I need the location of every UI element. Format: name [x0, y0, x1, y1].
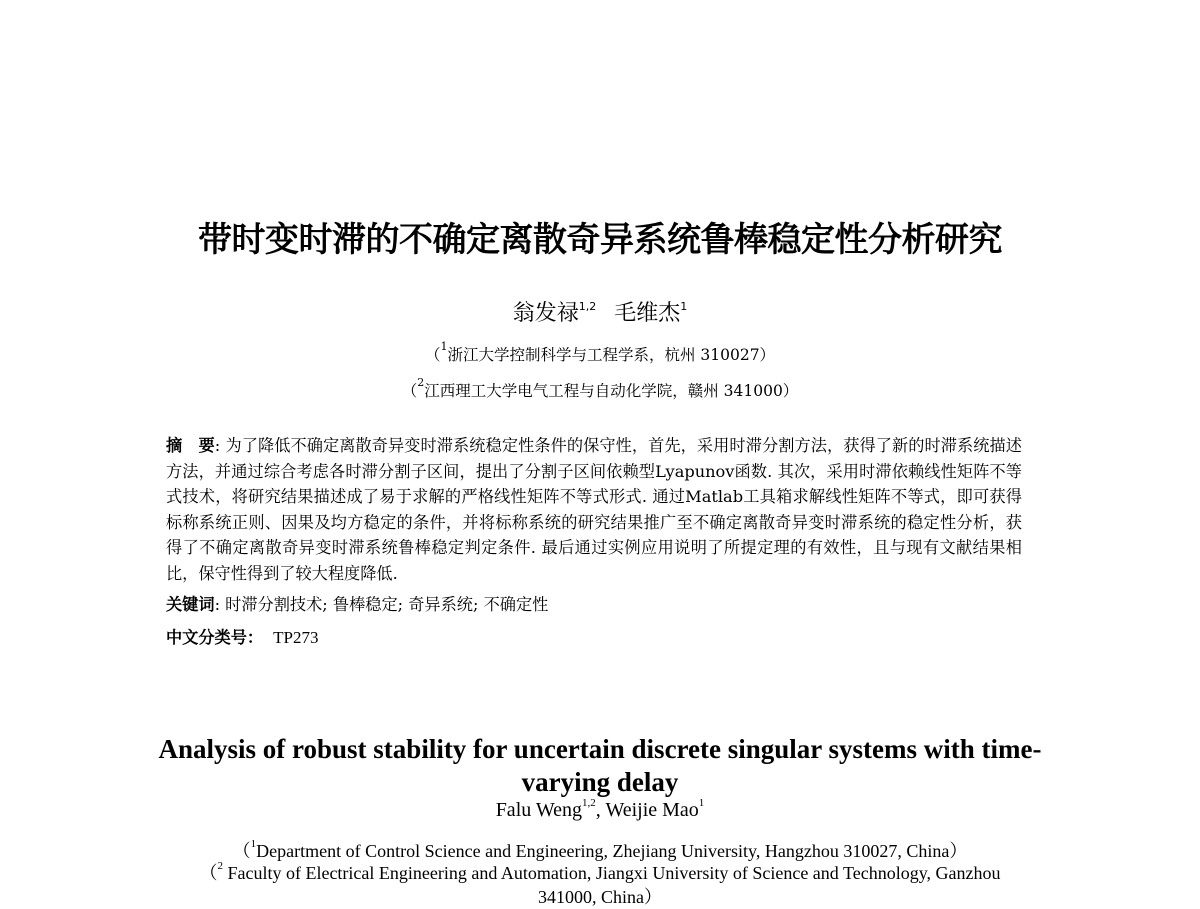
affiliation-mark: 1 [250, 838, 257, 850]
keywords-label: 关键词 [166, 595, 215, 614]
abstract [166, 433, 1022, 586]
affiliation-text: 江西理工大学电气工程与自动化学院，赣州 341000） [424, 382, 799, 400]
affiliation-en: （$^1$Department of Control Science and Engineering, Zhejiang University, Hangzhou 310027, China） [232, 838, 968, 861]
author-affiliation-mark: 1,2 [578, 300, 597, 313]
author-name: 毛维杰 [614, 301, 681, 326]
affiliation-text: Department of Control Science and Engineering, Zhejiang University, Hangzhou 310027, China） [256, 841, 968, 861]
affiliation-mark: 1 [440, 340, 448, 353]
author-affiliation-mark: 1,2 [582, 797, 596, 809]
affiliation-text: Faculty of Electrical Engineering and Automation, Jiangxi University of Science and Technology, Ganzhou 341000, China） [222, 863, 1001, 907]
classification [166, 624, 318, 648]
affiliation-zh: （$^1$浙江大学控制科学与工程学系，杭州 310027） [424, 340, 776, 364]
authors-en: Falu Weng$^{1,2}$, Weijie Mao$^1$ [495, 797, 705, 821]
affiliation-mark: 2 [417, 376, 425, 389]
affiliation-mark: 2 [217, 860, 223, 872]
author-affiliation-mark: 1 [680, 300, 688, 313]
classification-label: 中文分类号： [166, 628, 264, 647]
affiliation-text: 浙江大学控制科学与工程学系，杭州 310027） [447, 346, 776, 364]
author-name: 翁发禄 [512, 301, 579, 326]
keywords [166, 591, 548, 615]
paper-title-en: Analysis of robust stability for uncertain discrete singular systems with time-varying delay [158, 734, 1042, 797]
keywords-text: : 时滞分割技术; 鲁棒稳定; 奇异系统; 不确定性 [214, 595, 549, 614]
abstract-label: 摘 要 [166, 436, 215, 455]
paper-title-zh: 带时变时滞的不确定离散奇异系统鲁棒稳定性分析研究 [198, 220, 1002, 260]
author-affiliation-mark: 1 [698, 797, 705, 809]
author-name: Weijie Mao [605, 799, 699, 821]
abstract-text: : 为了降低不确定离散奇异变时滞系统稳定性条件的保守性，首先，采用时滞分割方法，获得了新的时滞系统描述方法，并通过综合考虑各时滞分割子区间，提出了分割子区间依赖型Lyapunov函数. 其次，采用时滞依赖线性矩阵不等式技术，将研究结果描述成了易于求解的严格线性矩阵不等式形式. 通过Matlab工具箱求解线性矩阵不等式，即可获得标称系统正则、因果及均方稳定的条件，并将标称系统的研究结果推广至不确定离散奇异变时滞系统的稳定性分析，获得了不确定离散奇异变时滞系统鲁棒稳定判定条件. 最后通过实例应用说明了所提定理的有效性，且与现有文献结果相比，保守性得到了较大程度降低. [166, 436, 1022, 583]
classification-value: TP273 [273, 628, 319, 647]
author-name: Falu Weng [495, 799, 583, 821]
authors-zh [0, 296, 1200, 327]
affiliation-zh: （$^2$江西理工大学电气工程与自动化学院，赣州 341000） [401, 376, 799, 400]
affiliation-en: （$^2$ Faculty of Electrical Engineering and Automation, Jiangxi University of Science and Technology, Ganzhou 341000, China） [199, 860, 1001, 907]
